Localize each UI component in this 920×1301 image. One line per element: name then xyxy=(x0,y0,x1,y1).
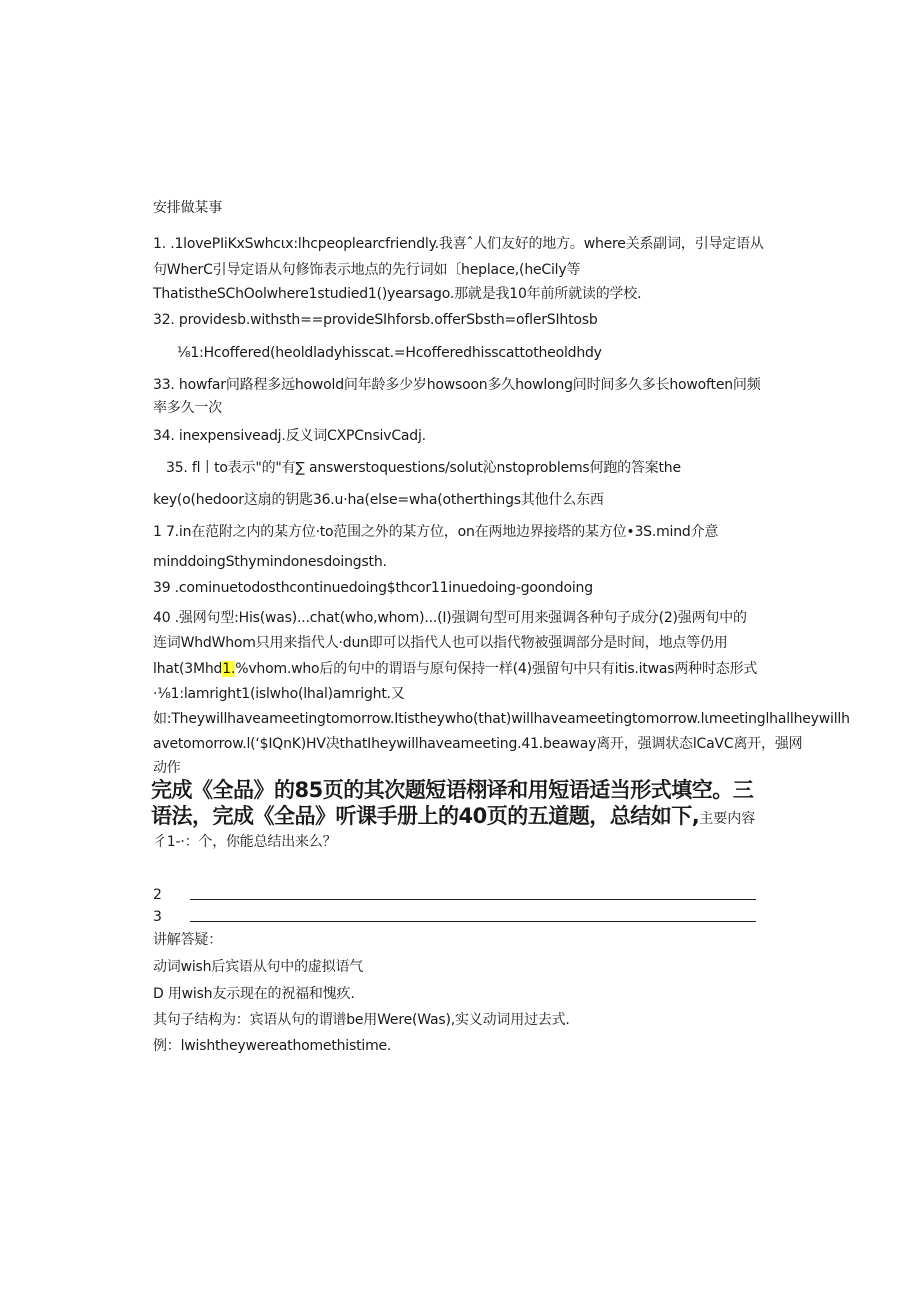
task-heading-tail: 主要内容 xyxy=(699,811,756,827)
text-line: 连词WhdWhom只用来指代人·dun即可以指代人也可以指代物被强调部分是时间，地点等仍用 xyxy=(153,635,728,651)
text-line: ⅛1:Hcoffered(heoldladyhisscat.=Hcofferedhisscattotheoldhdy xyxy=(177,345,602,361)
text-fragment: %vhom.who后的句中的谓语与原句保持一样(4)强留句中只有itis.itwas两种时态形式 xyxy=(235,661,758,677)
text-line: 动词wish后宾语从句中的虚拟语气 xyxy=(153,959,364,975)
task-heading-main: 语法，完成《全品》听课手册上的40页的五道题，总结如下, xyxy=(151,804,700,828)
answer-blank[interactable] xyxy=(190,899,756,900)
text-fragment: lhat(3Mhd xyxy=(153,661,223,677)
text-line: 34. inexpensiveadj.反义词CXPCnsivCadj. xyxy=(153,428,426,444)
text-line: 动作 xyxy=(153,760,181,776)
text-line: 率多久一次 xyxy=(153,400,222,416)
text-line xyxy=(153,659,757,679)
text-line: 彳1-·：个，你能总结出来么？ xyxy=(153,834,337,850)
text-line: 如:Theywillhaveameetingtomorrow.Itistheywho(that)willhaveameetingtomorrow.lιmeetinglhallheywillh xyxy=(153,711,850,727)
text-line: 其句子结构为：宾语从句的谓谱be用Were(Was),实义动词用过去式. xyxy=(153,1012,570,1028)
text-line: 讲解答疑： xyxy=(153,932,222,948)
text-line: 33. howfar问路程多远howold问年龄多少岁howsoon多久howlong问时间多久多长howoften问频 xyxy=(153,377,761,393)
answer-blank[interactable] xyxy=(190,921,756,922)
text-line: 1. .1lovePIiKxSwhcιx:lhcpeoplearcfriendly.我喜ˆ人们友好的地方。where关系副词，引导定语从 xyxy=(153,236,764,252)
task-heading xyxy=(151,803,755,832)
blank-number: 3 xyxy=(153,909,162,925)
text-line: minddoingSthymindonesdoingsth. xyxy=(153,554,387,570)
text-line: avetomorrow.l(‘$IQnK)HV决thatIheywillhaveameeting.41.beaway离开，强调状态lCaVC离开，强网 xyxy=(153,736,803,752)
text-line: 例：lwishtheywereathomethistime. xyxy=(153,1038,392,1054)
text-line: ThatistheSChOolwhere1studied1()yearsago.那就是我10年前所就读的学校. xyxy=(153,286,642,302)
text-line: 1 7.in在范附之内的某方位·to范围之外的某方位，on在两地边界接塔的某方位•3S.mind介意 xyxy=(153,524,719,540)
text-line: ·⅛1:lamright1(islwho(lhal)amright.又 xyxy=(153,686,405,702)
task-heading: 完成《全品》的85页的其次题短语栩译和用短语适当形式填空。三 xyxy=(151,778,754,802)
highlighted-text: 1. xyxy=(222,661,236,677)
text-line: 39 .cominuetodosthcontinuedoing$thcor11inuedoing-goondoing xyxy=(153,580,593,596)
text-line: D 用wish友示现在的祝福和愧疚. xyxy=(153,986,355,1002)
text-line: 句WherC引导定语从句修饰表示地点的先行词如〔heplace,(heCily等 xyxy=(153,262,581,278)
section-heading: 安排做某事 xyxy=(153,200,222,216)
text-line: 40 .强网句型:His(was)...chat(who,whom)...(I)强调句型可用来强调各种句子成分(2)强两旬中的 xyxy=(153,610,747,626)
text-line: key(o(hedoor这扇的钥匙36.u·ha(else=wha(otherthings其他什么东西 xyxy=(153,492,604,508)
text-line: 32. providesb.withsth==provideSIhforsb.offerSbsth=oflerSIhtosb xyxy=(153,312,598,328)
text-line: 35. fl丨to表示"的"有∑ answerstoquestions/solut沁nstoproblems何跑的答案the xyxy=(166,460,681,476)
blank-number: 2 xyxy=(153,887,162,903)
